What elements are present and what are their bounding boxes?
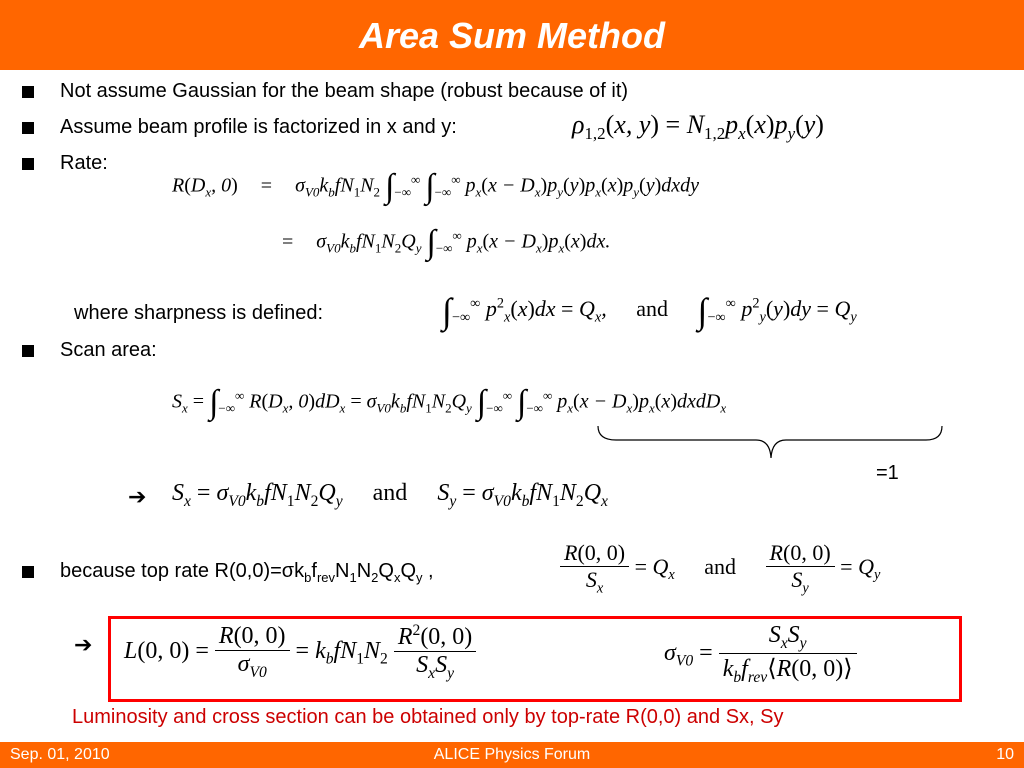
slide-title: Area Sum Method	[358, 15, 666, 56]
rate-equation-line1: $R(D_x$, $0) = \sigma_{V0}k_bfN_1N_2$ $\int_{-\infty}^\infty$ $\int_{-\infty}^\infty$ $p_x(x$ − $D_x)p_y(y)p_x(x)p_y(y)dxdy$	[172, 168, 700, 205]
implies-arrow-icon: ➔	[74, 632, 93, 657]
bullet-marker	[22, 566, 34, 578]
rate-equation-line2: = $\sigma_{V0}k_bfN_1N_2Q_y$ $\int_{-\infty}^\infty$ $p_x(x - D_x)p_x(x)dx$.	[282, 224, 611, 261]
brace-label: =1	[876, 462, 899, 484]
top-rate-suffix: ,	[422, 560, 434, 582]
bullet-marker	[22, 86, 34, 98]
bullet-marker	[22, 345, 34, 357]
implies-arrow-icon: ➔	[128, 484, 147, 509]
bullet-gaussian: Not assume Gaussian for the beam shape (robust because of it)	[60, 80, 629, 102]
footer-bar	[0, 742, 1024, 768]
top-rate-prefix: because top rate R(0,0)=	[60, 560, 282, 582]
scan-area-result: $S_x = \sigma_{V0}k_bfN_1N_2Q_y$ and $S_y = \sigma_{V0}k_bfN_1N_2Q_x$	[172, 480, 608, 510]
luminosity-equation: L(0, 0) = $\frac{R(0, 0)}{\sigma_{V0}}$ = $k_bfN_1N_2$ $\frac{R^2(0, 0)}{S_xS_y}$	[124, 622, 476, 683]
bullet-scan-area: Scan area:	[60, 339, 157, 361]
underbrace	[596, 424, 946, 464]
sharpness-label: where sharpness is defined:	[74, 302, 324, 324]
bullet-marker	[22, 122, 34, 134]
sharpness-equation: $\int_{-\infty}^\infty$ $p^2_x(x)dx = Q_x$, and $\int_{-\infty}^\infty$ $p^2_y(y)dy = Q_y$	[442, 291, 857, 331]
ratio-equations: $\frac{R(0, 0)}{S_x}$ = $Q_x$ and $\frac{R(0, 0)}{S_y}$ = $Q_y$	[560, 540, 880, 597]
bullet-rate: Rate:	[60, 152, 108, 174]
cross-section-equation: $\sigma_{V0}$ = $\frac{S_xS_y}{k_bf_{rev}⟨R(0, 0)⟩}$	[664, 622, 857, 687]
footer-page-number: 10	[996, 746, 1014, 763]
conclusion-text: Luminosity and cross section can be obtained only by top-rate R(0,0) and Sx, Sy	[72, 706, 784, 728]
footer-date: Sep. 01, 2010	[10, 746, 110, 763]
top-rate-expr: σk	[281, 560, 305, 582]
scan-area-equation: $S_x = \int_{-\infty}^\infty$ $R(D_x$, $0)dD_x = \sigma_{V0}k_bfN_1N_2Q_y$ $\int_{-\infty}^\infty$ $\int_{-\infty}^\infty$ $p_x(x$ − $D_x)p_x(x)dxdD_x$	[172, 384, 727, 421]
bullet-marker	[22, 158, 34, 170]
footer-event: ALICE Physics Forum	[433, 746, 591, 763]
bullet-factorized: Assume beam profile is factorized in x and y:	[60, 116, 457, 138]
bullet-top-rate: because top rate $R(0,0)=\sigma k_bf_{rev}N_1N_2Q_xQ_y$ ,	[60, 560, 434, 585]
factorization-equation: $\rho_{1,2}(x$, $y) = N_{1,2}p_x(x)p_y(y)$	[572, 110, 824, 144]
